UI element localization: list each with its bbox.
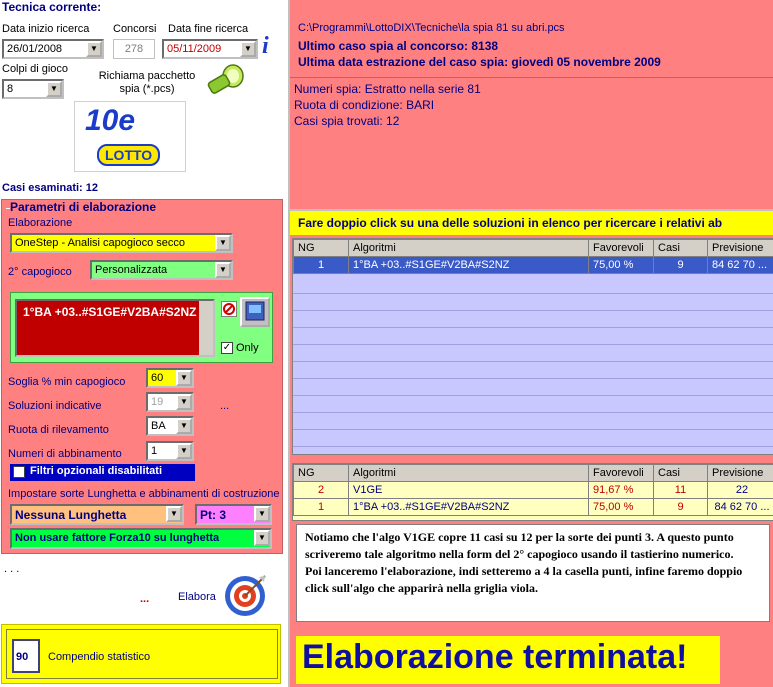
dots-elabora: ...: [140, 593, 150, 605]
data-fine-label: Data fine ricerca: [168, 23, 249, 35]
dots-top: . . .: [4, 563, 20, 575]
algo-box: [10, 292, 273, 363]
only-checkbox[interactable]: ✓: [222, 342, 232, 353]
left-top-panel: [0, 0, 288, 196]
compendio-panel[interactable]: [1, 624, 281, 684]
chevron-down-icon[interactable]: ▼: [86, 41, 102, 57]
table-row[interactable]: [294, 257, 773, 274]
chevron-down-icon[interactable]: ▼: [254, 506, 270, 522]
cell-ng: 1: [294, 257, 349, 274]
chevron-down-icon[interactable]: ▼: [215, 235, 231, 251]
col-header[interactable]: Algoritmi: [349, 465, 589, 482]
lunghetta-combo[interactable]: [10, 504, 184, 525]
cell-ng: 1: [294, 499, 349, 516]
grid1-lines: [293, 277, 773, 455]
casi-esaminati: Casi esaminati: 12: [2, 182, 98, 194]
soluzioni-combo[interactable]: [146, 392, 194, 412]
data-inizio-value: 26/01/2008: [7, 43, 63, 55]
cell-fav: 75,00 %: [589, 499, 654, 516]
col-header[interactable]: NG: [294, 240, 349, 257]
forza-value: Non usare fattore Forza10 su lunghetta: [15, 532, 220, 544]
filtri-label: Filtri opzionali disabilitati: [30, 465, 163, 477]
elabora-label: Elabora: [178, 591, 216, 603]
chevron-down-icon[interactable]: ▼: [240, 41, 256, 57]
col-header[interactable]: Favorevoli: [589, 465, 654, 482]
chevron-down-icon[interactable]: ▼: [254, 530, 270, 546]
grid2[interactable]: [292, 463, 773, 521]
filtri-bar[interactable]: [10, 464, 195, 481]
table-row[interactable]: [294, 499, 773, 516]
note-text: Notiamo che l'algo V1GE copre 11 casi su 12 per la sorte dei punti 3. A questo punto scriveremo tale algoritmo nella form del 2° capogioco usando il tastierino numerico. Poi lanceremo l'elaborazione, indi setteremo a 4 la casella punti, infine faremo doppio click sull'algo che apparirà nella griglia viola.: [305, 530, 743, 595]
soluzioni-value: 19: [151, 396, 164, 408]
banner: [290, 209, 773, 235]
chevron-down-icon[interactable]: ▼: [166, 506, 182, 522]
pt-value: Pt: 3: [200, 508, 227, 522]
info-icon[interactable]: i: [262, 33, 269, 59]
filtri-checkbox[interactable]: [13, 466, 25, 478]
soglia-combo[interactable]: [146, 368, 194, 388]
col-header[interactable]: Casi: [654, 465, 708, 482]
flashlight-icon[interactable]: [203, 64, 245, 98]
pcs-path: C:\Programmi\LottoDIX\Tecniche\la spia 81 su abri.pcs: [298, 22, 565, 34]
algo-text: 1°BA +03..#S1GE#V2BA#S2NZ: [23, 305, 197, 319]
cancel-icon[interactable]: [221, 301, 237, 317]
status-text: Elaborazione terminata!: [302, 638, 688, 676]
colpi-label: Colpi di gioco: [2, 63, 69, 75]
data-fine-combo[interactable]: [162, 39, 258, 59]
elaborazione-label: Elaborazione: [8, 217, 73, 229]
capogioco2-value: Personalizzata: [95, 264, 168, 276]
cell-prev: 22: [708, 482, 773, 499]
col-header[interactable]: Favorevoli: [589, 240, 654, 257]
chevron-down-icon[interactable]: ▼: [176, 394, 192, 410]
numeri-label: Numeri di abbinamento: [8, 448, 122, 460]
cell-prev: 84 62 70 ...: [708, 257, 773, 274]
cell-algo: 1°BA +03..#S1GE#V2BA#S2NZ: [349, 499, 589, 516]
elaborazione-value: OneStep - Analisi capogioco secco: [15, 237, 185, 249]
col-header[interactable]: Previsione: [708, 465, 773, 482]
concorsi-label: Concorsi: [113, 23, 157, 35]
grid2-header: [294, 465, 773, 482]
ruota-value: BA: [151, 420, 166, 432]
forza-combo[interactable]: [10, 528, 272, 549]
lotto-logo: [74, 101, 186, 172]
grid1-header: [294, 240, 773, 257]
numeri-combo[interactable]: [146, 441, 194, 461]
target-icon[interactable]: [223, 572, 269, 618]
cell-casi: 11: [654, 482, 708, 499]
spia-info: [290, 80, 773, 205]
data-inizio-label: Data inizio ricerca: [2, 23, 90, 35]
grid2-table: [293, 464, 773, 516]
richiama-label: Richiama pacchetto spia (*.pcs): [98, 70, 196, 95]
ruota-combo[interactable]: [146, 416, 194, 436]
cell-casi: 9: [654, 499, 708, 516]
concorsi-field[interactable]: 278: [113, 39, 155, 59]
col-header[interactable]: Algoritmi: [349, 240, 589, 257]
ruota-condizione: Ruota di condizione: BARI: [294, 98, 435, 112]
banner-text: Fare doppio click su una delle soluzioni in elenco per ricercare i relativi ab: [298, 216, 723, 230]
chevron-down-icon[interactable]: ▼: [176, 443, 192, 459]
keypad-icon[interactable]: [240, 297, 270, 327]
notepad-icon[interactable]: [12, 639, 40, 673]
capogioco2-label: 2° capogioco: [8, 266, 72, 278]
chevron-down-icon[interactable]: ▼: [176, 370, 192, 386]
numeri-value: 1: [151, 445, 158, 457]
colpi-value: 8: [7, 83, 14, 95]
cell-ng: 2: [294, 482, 349, 499]
status-bar: [296, 636, 720, 684]
ultima-data: Ultima data estrazione del caso spia: giovedì 05 novembre 2009: [298, 55, 661, 69]
pt-combo[interactable]: [195, 504, 272, 525]
scrollbar[interactable]: [199, 301, 213, 355]
col-header[interactable]: NG: [294, 465, 349, 482]
ruota-label: Ruota di rilevamento: [8, 424, 109, 436]
col-header[interactable]: Previsione: [708, 240, 773, 257]
cell-fav: 91,67 %: [589, 482, 654, 499]
params-panel: [1, 199, 283, 554]
table-row[interactable]: [294, 482, 773, 499]
lotto-logo-top: 10e: [85, 104, 136, 137]
ultimo-caso: Ultimo caso spia al concorso: 8138: [298, 39, 499, 53]
chevron-down-icon[interactable]: ▼: [176, 418, 192, 434]
elaborazione-combo[interactable]: [10, 233, 233, 253]
params-title: Parametri di elaborazione: [10, 200, 157, 214]
cell-algo: 1°BA +03..#S1GE#V2BA#S2NZ: [349, 257, 589, 274]
grid1-table: [293, 239, 773, 274]
soglia-label: Soglia % min capogioco: [8, 376, 126, 388]
soluzioni-dots: ...: [220, 400, 230, 412]
cell-algo: V1GE: [349, 482, 589, 499]
chevron-down-icon[interactable]: ▼: [46, 81, 62, 97]
note-box: [296, 524, 770, 622]
cell-prev: 84 62 70 ...: [708, 499, 773, 516]
col-header[interactable]: Casi: [654, 240, 708, 257]
casi-trovati: Casi spia trovati: 12: [294, 114, 400, 128]
lotto-logo-bottom: LOTTO: [97, 144, 160, 166]
compendio-label: Compendio statistico: [48, 651, 151, 663]
grid1[interactable]: [292, 238, 773, 455]
cell-fav: 75,00 %: [589, 257, 654, 274]
lunghetta-value: Nessuna Lunghetta: [15, 508, 127, 522]
params-divider: [6, 208, 10, 209]
data-fine-value: 05/11/2009: [167, 43, 222, 55]
notepad-icon-text: 90: [16, 651, 29, 663]
soluzioni-label: Soluzioni indicative: [8, 400, 102, 412]
cell-casi: 9: [654, 257, 708, 274]
soglia-value: 60: [151, 372, 164, 384]
tecnica-title: Tecnica corrente:: [2, 0, 102, 14]
algo-textarea[interactable]: [15, 299, 215, 357]
chevron-down-icon[interactable]: ▼: [215, 262, 231, 278]
capogioco2-combo[interactable]: [90, 260, 233, 280]
numeri-spia: Numeri spia: Estratto nella serie 81: [294, 82, 481, 96]
only-label: Only: [236, 342, 259, 354]
impostare-label: Impostare sorte Lunghetta e abbinamenti di costruzione: [8, 488, 280, 500]
data-inizio-combo[interactable]: [2, 39, 104, 59]
info-header: [290, 0, 773, 78]
colpi-combo[interactable]: [2, 79, 64, 99]
right-panel: [288, 0, 773, 687]
